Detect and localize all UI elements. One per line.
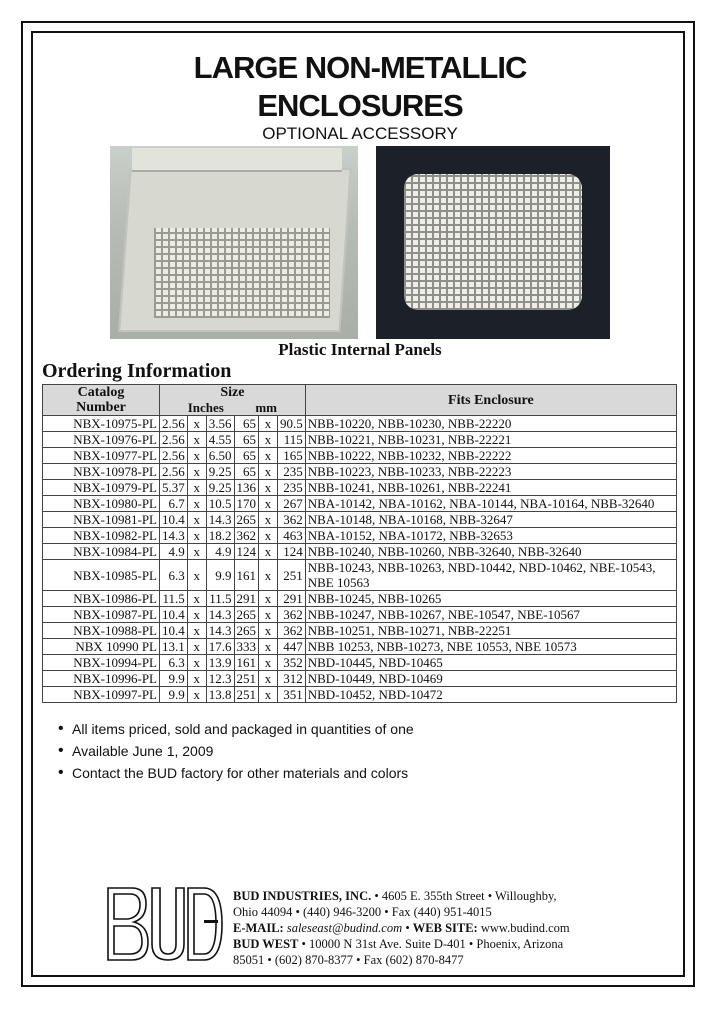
times-sign: x xyxy=(259,432,278,448)
mm-width: 463 xyxy=(278,528,306,544)
table-row xyxy=(43,528,677,544)
times-sign: x xyxy=(187,480,206,496)
table-row xyxy=(43,480,677,496)
title-line-1: LARGE NON-METALLIC xyxy=(193,50,527,85)
list-item xyxy=(58,718,414,740)
times-sign: x xyxy=(259,512,278,528)
mm-height: 136 xyxy=(234,480,259,496)
inches-width: 14.3 xyxy=(206,607,234,623)
catalog-number: NBX-10996-PL xyxy=(43,671,160,687)
fits-enclosure: NBD-10445, NBD-10465 xyxy=(305,655,676,671)
catalog-number: NBX-10982-PL xyxy=(43,528,160,544)
inches-height: 5.37 xyxy=(160,480,188,496)
times-sign: x xyxy=(259,560,278,591)
mm-height: 170 xyxy=(234,496,259,512)
inches-height: 2.56 xyxy=(160,432,188,448)
table-row xyxy=(43,464,677,480)
times-sign: x xyxy=(187,416,206,432)
times-sign: x xyxy=(259,448,278,464)
mm-width: 235 xyxy=(278,464,306,480)
catalog-number: NBX-10978-PL xyxy=(43,464,160,480)
size-header xyxy=(160,385,306,416)
inches-width: 4.9 xyxy=(206,544,234,560)
inches-width: 11.5 xyxy=(206,591,234,607)
catalog-number: NBX-10988-PL xyxy=(43,623,160,639)
panel-photo xyxy=(376,146,610,339)
times-sign: x xyxy=(187,528,206,544)
times-sign: x xyxy=(259,496,278,512)
fits-enclosure: NBB-10247, NBB-10267, NBE-10547, NBE-10567 xyxy=(305,607,676,623)
web-value[interactable]: www.budind.com xyxy=(477,921,570,935)
times-sign: x xyxy=(259,607,278,623)
inches-height: 2.56 xyxy=(160,464,188,480)
table-row xyxy=(43,671,677,687)
mm-width: 352 xyxy=(278,655,306,671)
fits-enclosure: NBB-10241, NBB-10261, NBB-22241 xyxy=(305,480,676,496)
table-row xyxy=(43,432,677,448)
mm-width: 90.5 xyxy=(278,416,306,432)
inches-height: 9.9 xyxy=(160,687,188,703)
mm-height: 65 xyxy=(234,448,259,464)
catalog-number: NBX-10994-PL xyxy=(43,655,160,671)
catalog-header-line-1: Catalog xyxy=(77,385,125,400)
catalog-number: NBX-10980-PL xyxy=(43,496,160,512)
fits-enclosure: NBB-10240, NBB-10260, NBB-32640, NBB-32640 xyxy=(305,544,676,560)
catalog-number: NBX-10984-PL xyxy=(43,544,160,560)
email-label: E-MAIL: xyxy=(233,921,284,935)
mm-width: 267 xyxy=(278,496,306,512)
table-row xyxy=(43,687,677,703)
company-address: • 4605 E. 355th Street • Willoughby, xyxy=(371,889,557,903)
times-sign: x xyxy=(187,464,206,480)
mm-height: 265 xyxy=(234,623,259,639)
catalog-number: NBX-10997-PL xyxy=(43,687,160,703)
fits-enclosure: NBB-10222, NBB-10232, NBB-22222 xyxy=(305,448,676,464)
times-sign: x xyxy=(187,655,206,671)
times-sign: x xyxy=(259,671,278,687)
company-phone: Ohio 44094 • (440) 946-3200 • Fax (440) 951-4015 xyxy=(233,905,492,919)
times-sign: x xyxy=(187,671,206,687)
inches-width: 3.56 xyxy=(206,416,234,432)
inches-width: 9.25 xyxy=(206,464,234,480)
times-sign: x xyxy=(187,639,206,655)
west-phone: 85051 • (602) 870-8377 • Fax (602) 870-8477 xyxy=(233,953,464,967)
note-text: Available June 1, 2009 xyxy=(72,743,214,759)
inches-height: 6.3 xyxy=(160,560,188,591)
table-row xyxy=(43,448,677,464)
times-sign: x xyxy=(259,639,278,655)
mm-width: 362 xyxy=(278,623,306,639)
inches-width: 6.50 xyxy=(206,448,234,464)
company-name: BUD INDUSTRIES, INC. xyxy=(233,889,372,903)
plastic-panel xyxy=(404,174,582,310)
inches-width: 18.2 xyxy=(206,528,234,544)
inches-height: 6.3 xyxy=(160,655,188,671)
table-row xyxy=(43,512,677,528)
catalog-number: NBX-10975-PL xyxy=(43,416,160,432)
times-sign: x xyxy=(187,687,206,703)
mm-height: 251 xyxy=(234,671,259,687)
table-row xyxy=(43,544,677,560)
email-value[interactable]: saleseast@budind.com • xyxy=(283,921,413,935)
fits-enclosure: NBB-10221, NBB-10231, NBB-22221 xyxy=(305,432,676,448)
catalog-number: NBX-10987-PL xyxy=(43,607,160,623)
times-sign: x xyxy=(187,448,206,464)
list-item xyxy=(58,740,414,762)
mm-height: 362 xyxy=(234,528,259,544)
table-row xyxy=(43,560,677,591)
times-sign: x xyxy=(187,560,206,591)
mm-width: 351 xyxy=(278,687,306,703)
mm-height: 161 xyxy=(234,560,259,591)
table-header-row xyxy=(43,385,677,416)
times-sign: x xyxy=(187,591,206,607)
mm-width: 124 xyxy=(278,544,306,560)
inches-width: 9.25 xyxy=(206,480,234,496)
web-label: WEB SITE: xyxy=(412,921,478,935)
mm-height: 65 xyxy=(234,432,259,448)
fits-enclosure: NBB-10223, NBB-10233, NBB-22223 xyxy=(305,464,676,480)
mm-header: mm xyxy=(255,400,277,415)
note-text: Contact the BUD factory for other materials and colors xyxy=(72,765,409,781)
inches-width: 13.9 xyxy=(206,655,234,671)
mm-width: 291 xyxy=(278,591,306,607)
fits-enclosure: NBB-10251, NBB-10271, NBB-22251 xyxy=(305,623,676,639)
mm-width: 115 xyxy=(278,432,306,448)
times-sign: x xyxy=(259,687,278,703)
mm-height: 333 xyxy=(234,639,259,655)
catalog-number: NBX 10990 PL xyxy=(43,639,160,655)
times-sign: x xyxy=(259,416,278,432)
inches-height: 10.4 xyxy=(160,623,188,639)
fits-enclosure: NBD-10452, NBD-10472 xyxy=(305,687,676,703)
ordering-heading: Ordering Information xyxy=(42,360,232,382)
mm-height: 161 xyxy=(234,655,259,671)
west-address: • 10000 N 31st Ave. Suite D-401 • Phoenix, Arizona xyxy=(298,937,564,951)
fits-enclosure: NBB-10245, NBB-10265 xyxy=(305,591,676,607)
enclosure-lid xyxy=(132,148,342,172)
catalog-number: NBX-10979-PL xyxy=(43,480,160,496)
inches-height: 13.1 xyxy=(160,639,188,655)
note-text: All items priced, sold and packaged in quantities of one xyxy=(72,721,414,737)
ordering-table xyxy=(42,384,677,703)
title-line-2: ENCLOSURES xyxy=(257,88,463,123)
times-sign: x xyxy=(187,496,206,512)
table-row xyxy=(43,416,677,432)
mm-height: 265 xyxy=(234,607,259,623)
notes-list xyxy=(58,718,414,784)
times-sign: x xyxy=(259,464,278,480)
inches-width: 10.5 xyxy=(206,496,234,512)
table-row xyxy=(43,496,677,512)
inches-height: 10.4 xyxy=(160,607,188,623)
size-header-label: Size xyxy=(220,385,245,400)
mm-height: 65 xyxy=(234,464,259,480)
mm-height: 251 xyxy=(234,687,259,703)
mm-height: 265 xyxy=(234,512,259,528)
mm-height: 291 xyxy=(234,591,259,607)
inches-width: 12.3 xyxy=(206,671,234,687)
fits-enclosure: NBD-10449, NBD-10469 xyxy=(305,671,676,687)
fits-header: Fits Enclosure xyxy=(305,385,676,416)
table-row xyxy=(43,639,677,655)
bullet-icon: • xyxy=(58,720,64,737)
catalog-number: NBX-10981-PL xyxy=(43,512,160,528)
times-sign: x xyxy=(187,432,206,448)
inches-height: 9.9 xyxy=(160,671,188,687)
mm-width: 235 xyxy=(278,480,306,496)
list-item xyxy=(58,762,414,784)
inches-width: 14.3 xyxy=(206,512,234,528)
times-sign: x xyxy=(187,512,206,528)
inches-height: 4.9 xyxy=(160,544,188,560)
fits-enclosure: NBA-10142, NBA-10162, NBA-10144, NBA-10164, NBB-32640 xyxy=(305,496,676,512)
table-row xyxy=(43,607,677,623)
fits-enclosure: NBA-10152, NBA-10172, NBB-32653 xyxy=(305,528,676,544)
fits-enclosure: NBB 10253, NBB-10273, NBE 10553, NBE 10573 xyxy=(305,639,676,655)
mm-width: 251 xyxy=(278,560,306,591)
catalog-header-line-2: Number xyxy=(76,400,126,415)
subtitle: OPTIONAL ACCESSORY xyxy=(262,124,458,143)
mm-width: 447 xyxy=(278,639,306,655)
times-sign: x xyxy=(259,623,278,639)
inches-width: 13.8 xyxy=(206,687,234,703)
contact-block xyxy=(233,888,663,968)
bullet-icon: • xyxy=(58,742,64,759)
inches-height: 2.56 xyxy=(160,416,188,432)
inches-header: Inches xyxy=(187,400,224,415)
times-sign: x xyxy=(187,544,206,560)
times-sign: x xyxy=(259,480,278,496)
inches-width: 9.9 xyxy=(206,560,234,591)
times-sign: x xyxy=(259,544,278,560)
catalog-header xyxy=(43,385,160,416)
fits-enclosure: NBA-10148, NBA-10168, NBB-32647 xyxy=(305,512,676,528)
times-sign: x xyxy=(259,591,278,607)
mm-width: 165 xyxy=(278,448,306,464)
catalog-number: NBX-10985-PL xyxy=(43,560,160,591)
times-sign: x xyxy=(187,607,206,623)
table-row xyxy=(43,623,677,639)
mm-height: 124 xyxy=(234,544,259,560)
fits-enclosure: NBB-10243, NBB-10263, NBD-10442, NBD-10462, NBE-10543, NBE 10563 xyxy=(305,560,676,591)
inches-height: 10.4 xyxy=(160,512,188,528)
inches-height: 14.3 xyxy=(160,528,188,544)
inches-width: 14.3 xyxy=(206,623,234,639)
bullet-icon: • xyxy=(58,764,64,781)
west-label: BUD WEST xyxy=(233,937,299,951)
times-sign: x xyxy=(259,528,278,544)
table-row xyxy=(43,655,677,671)
mm-height: 65 xyxy=(234,416,259,432)
inches-width: 4.55 xyxy=(206,432,234,448)
times-sign: x xyxy=(187,623,206,639)
bud-logo xyxy=(106,884,224,962)
inches-height: 6.7 xyxy=(160,496,188,512)
mm-width: 362 xyxy=(278,607,306,623)
times-sign: x xyxy=(259,655,278,671)
catalog-number: NBX-10977-PL xyxy=(43,448,160,464)
enclosure-photo xyxy=(110,146,358,339)
fits-enclosure: NBB-10220, NBB-10230, NBB-22220 xyxy=(305,416,676,432)
photo-caption: Plastic Internal Panels xyxy=(278,340,442,359)
inches-width: 17.6 xyxy=(206,639,234,655)
mm-width: 362 xyxy=(278,512,306,528)
inches-height: 2.56 xyxy=(160,448,188,464)
table-row xyxy=(43,591,677,607)
installed-panel xyxy=(154,228,330,318)
catalog-number: NBX-10976-PL xyxy=(43,432,160,448)
inches-height: 11.5 xyxy=(160,591,188,607)
catalog-number: NBX-10986-PL xyxy=(43,591,160,607)
mm-width: 312 xyxy=(278,671,306,687)
